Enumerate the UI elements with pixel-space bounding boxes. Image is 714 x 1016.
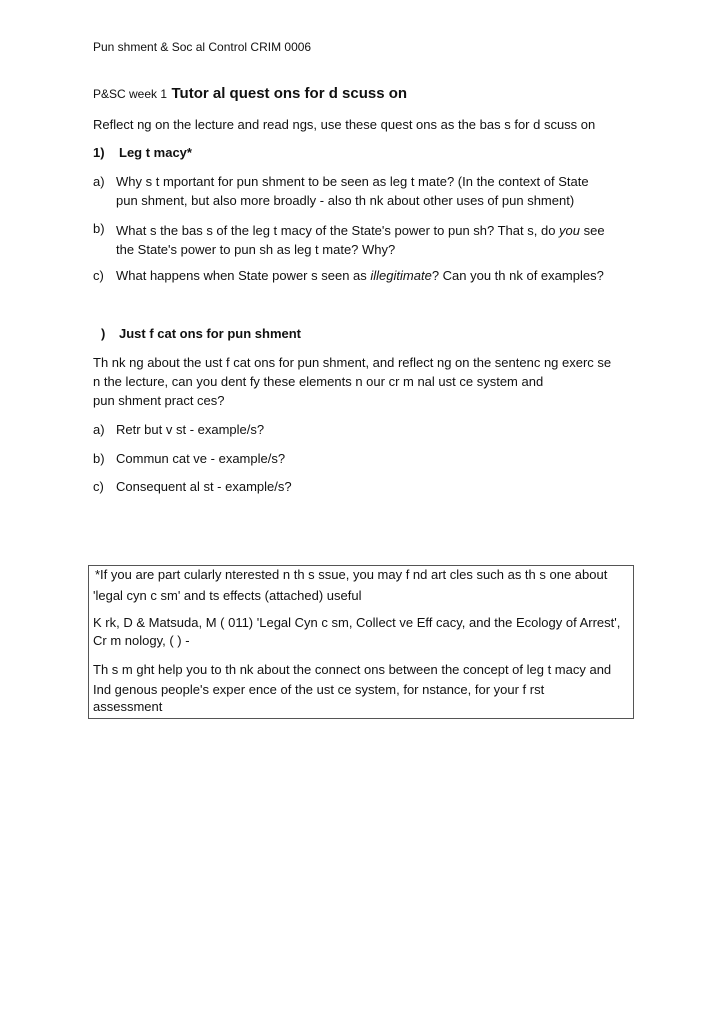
page-title	[93, 85, 407, 103]
s1-item-a-marker: a)	[93, 174, 105, 189]
s1-item-b-emphasis: you	[559, 223, 581, 238]
section2-number: )	[101, 326, 106, 341]
section1-title: Leg t macy*	[119, 145, 192, 160]
note-line4: Ind genous people's exper ence of the ust ce system, for nstance, for your f rst	[93, 682, 545, 697]
s1-item-c-text-b: ? Can you th nk of examples?	[431, 268, 604, 283]
note-line2: 'legal cyn c sm' and ts effects (attached) useful	[93, 588, 362, 603]
running-header: Pun shment & Soc al Control CRIM 0006	[93, 40, 312, 54]
s2-item-b-text: Commun cat ve - example/s?	[116, 451, 286, 466]
s1-item-c-text-a: What happens when State power s seen as	[116, 268, 371, 283]
s2-item-a-marker: a)	[93, 422, 105, 437]
s2-item-b-marker: b)	[93, 451, 105, 466]
note-line3: Th s m ght help you to th nk about the connect ons between the concept of leg t macy and	[93, 662, 612, 677]
s1-item-c-line1	[116, 268, 604, 283]
title-text: Tutor al quest ons for d scuss on	[171, 85, 408, 102]
s1-item-a-line1: Why s t mportant for pun shment to be seen as leg t mate? (In the context of State	[116, 174, 589, 189]
s1-item-c-marker: c)	[93, 268, 104, 283]
note-line5: assessment	[93, 699, 163, 714]
title-prefix: P&SC week 1	[93, 87, 168, 101]
s1-item-a-line2: pun shment, but also more broadly - also th nk about other uses of pun shment)	[116, 193, 575, 208]
s2-paragraph-line3: pun shment pract ces?	[93, 393, 225, 408]
s2-paragraph-line1: Th nk ng about the ust f cat ons for pun shment, and reflect ng on the sentenc ng exerc se	[93, 355, 612, 370]
s2-item-a-text: Retr but v st - example/s?	[116, 422, 265, 437]
s1-item-b-line1	[116, 223, 605, 238]
s2-item-c-marker: c)	[93, 479, 104, 494]
s1-item-b-text-a: What s the bas s of the leg t macy of the State's power to pun sh? That s, do	[116, 223, 560, 238]
note-line1: *If you are part cularly nterested n th s ssue, you may f nd art cles such as th s one about	[95, 567, 608, 582]
section1-number: 1)	[93, 145, 105, 160]
s2-item-c-text: Consequent al st - example/s?	[116, 479, 292, 494]
reference-line1: K rk, D & Matsuda, M ( 011) 'Legal Cyn c sm, Collect ve Eff cacy, and the Ecology of Arrest',	[93, 615, 621, 630]
reference-line2: Cr m nology, ( ) -	[93, 633, 190, 648]
s1-item-c-emphasis: illegitimate	[370, 268, 432, 283]
s1-item-b-text-b: see	[580, 223, 605, 238]
s1-item-b-marker: b)	[93, 221, 105, 236]
s1-item-b-line2: the State's power to pun sh as leg t mate? Why?	[116, 242, 396, 257]
s2-paragraph-line2: n the lecture, can you dent fy these elements n our cr m nal ust ce system and	[93, 374, 544, 389]
intro-text: Reflect ng on the lecture and read ngs, use these quest ons as the bas s for d scuss on	[93, 117, 596, 132]
section2-title: Just f cat ons for pun shment	[119, 326, 302, 341]
